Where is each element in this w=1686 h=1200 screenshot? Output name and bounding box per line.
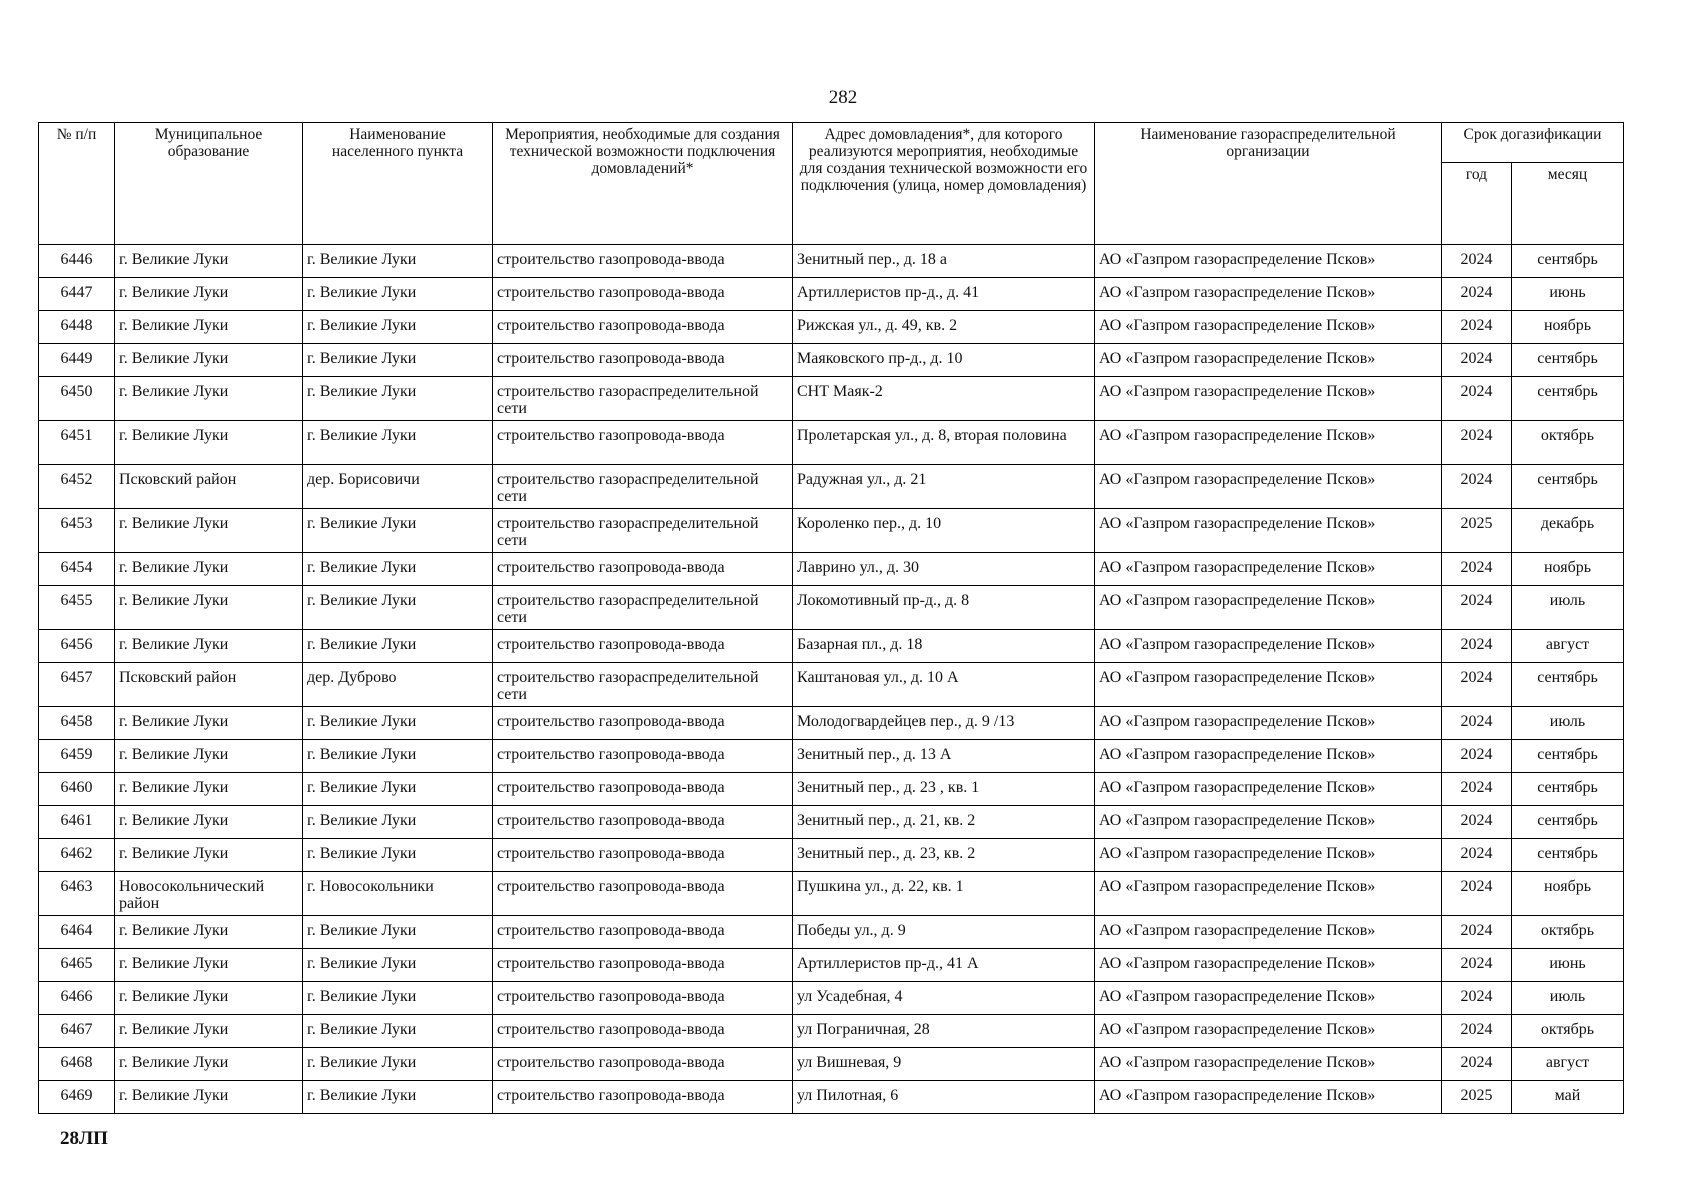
month-cell: октябрь: [1512, 421, 1624, 465]
table-row: [39, 278, 1624, 311]
table-row: [39, 982, 1624, 1015]
settlement-cell: г. Новосокольники: [303, 872, 493, 916]
org-cell: АО «Газпром газораспределение Псков»: [1095, 509, 1442, 553]
measure-cell: строительство газопровода-ввода: [493, 740, 793, 773]
settlement-cell: г. Великие Луки: [303, 1048, 493, 1081]
month-cell: сентябрь: [1512, 773, 1624, 806]
org-cell: АО «Газпром газораспределение Псков»: [1095, 245, 1442, 278]
table-row: [39, 1048, 1624, 1081]
year-cell: 2024: [1442, 773, 1512, 806]
municipality-cell: Новосокольнический район: [115, 872, 303, 916]
org-cell: АО «Газпром газораспределение Псков»: [1095, 982, 1442, 1015]
table-row: [39, 872, 1624, 916]
address-cell: Зенитный пер., д. 23 , кв. 1: [793, 773, 1095, 806]
year-cell: 2024: [1442, 630, 1512, 663]
month-cell: ноябрь: [1512, 553, 1624, 586]
row-number: 6465: [39, 949, 115, 982]
row-number: 6467: [39, 1015, 115, 1048]
table-row: [39, 1081, 1624, 1114]
header-org: Наименование газораспределительной организации: [1095, 123, 1442, 245]
settlement-cell: г. Великие Луки: [303, 421, 493, 465]
settlement-cell: г. Великие Луки: [303, 245, 493, 278]
year-cell: 2024: [1442, 1015, 1512, 1048]
table-row: [39, 245, 1624, 278]
month-cell: июнь: [1512, 949, 1624, 982]
row-number: 6460: [39, 773, 115, 806]
table-row: [39, 663, 1624, 707]
row-number: 6455: [39, 586, 115, 630]
table-row: [39, 344, 1624, 377]
header-year: год: [1442, 163, 1512, 245]
municipality-cell: г. Великие Луки: [115, 740, 303, 773]
municipality-cell: г. Великие Луки: [115, 344, 303, 377]
municipality-cell: г. Великие Луки: [115, 630, 303, 663]
org-cell: АО «Газпром газораспределение Псков»: [1095, 344, 1442, 377]
table-row: [39, 740, 1624, 773]
settlement-cell: г. Великие Луки: [303, 509, 493, 553]
settlement-cell: г. Великие Луки: [303, 839, 493, 872]
measure-cell: строительство газопровода-ввода: [493, 839, 793, 872]
org-cell: АО «Газпром газораспределение Псков»: [1095, 949, 1442, 982]
settlement-cell: г. Великие Луки: [303, 806, 493, 839]
row-number: 6464: [39, 916, 115, 949]
row-number: 6454: [39, 553, 115, 586]
address-cell: Победы ул., д. 9: [793, 916, 1095, 949]
municipality-cell: г. Великие Луки: [115, 806, 303, 839]
row-number: 6462: [39, 839, 115, 872]
month-cell: сентябрь: [1512, 465, 1624, 509]
measure-cell: строительство газопровода-ввода: [493, 344, 793, 377]
table-row: [39, 773, 1624, 806]
year-cell: 2024: [1442, 916, 1512, 949]
org-cell: АО «Газпром газораспределение Псков»: [1095, 278, 1442, 311]
header-term: Срок догазификации: [1442, 123, 1624, 163]
municipality-cell: г. Великие Луки: [115, 509, 303, 553]
settlement-cell: г. Великие Луки: [303, 344, 493, 377]
row-number: 6469: [39, 1081, 115, 1114]
year-cell: 2024: [1442, 949, 1512, 982]
org-cell: АО «Газпром газораспределение Псков»: [1095, 1081, 1442, 1114]
address-cell: Артиллеристов пр-д., д. 41: [793, 278, 1095, 311]
year-cell: 2024: [1442, 421, 1512, 465]
header-municipality: Муниципальное образование: [115, 123, 303, 245]
address-cell: Пролетарская ул., д. 8, вторая половина: [793, 421, 1095, 465]
year-cell: 2024: [1442, 586, 1512, 630]
table-row: [39, 630, 1624, 663]
row-number: 6458: [39, 707, 115, 740]
measure-cell: строительство газопровода-ввода: [493, 278, 793, 311]
settlement-cell: г. Великие Луки: [303, 630, 493, 663]
address-cell: Пушкина ул., д. 22, кв. 1: [793, 872, 1095, 916]
header-num: № п/п: [39, 123, 115, 245]
year-cell: 2024: [1442, 839, 1512, 872]
year-cell: 2024: [1442, 707, 1512, 740]
address-cell: Зенитный пер., д. 13 А: [793, 740, 1095, 773]
municipality-cell: г. Великие Луки: [115, 421, 303, 465]
municipality-cell: г. Великие Луки: [115, 245, 303, 278]
table-row: [39, 465, 1624, 509]
table-row: [39, 586, 1624, 630]
month-cell: сентябрь: [1512, 344, 1624, 377]
municipality-cell: г. Великие Луки: [115, 1015, 303, 1048]
org-cell: АО «Газпром газораспределение Псков»: [1095, 872, 1442, 916]
row-number: 6453: [39, 509, 115, 553]
municipality-cell: г. Великие Луки: [115, 1081, 303, 1114]
year-cell: 2024: [1442, 1048, 1512, 1081]
org-cell: АО «Газпром газораспределение Псков»: [1095, 1015, 1442, 1048]
month-cell: июнь: [1512, 278, 1624, 311]
year-cell: 2024: [1442, 982, 1512, 1015]
year-cell: 2024: [1442, 465, 1512, 509]
settlement-cell: г. Великие Луки: [303, 707, 493, 740]
month-cell: ноябрь: [1512, 311, 1624, 344]
settlement-cell: г. Великие Луки: [303, 773, 493, 806]
settlement-cell: г. Великие Луки: [303, 311, 493, 344]
address-cell: ул Пограничная, 28: [793, 1015, 1095, 1048]
year-cell: 2024: [1442, 377, 1512, 421]
org-cell: АО «Газпром газораспределение Псков»: [1095, 740, 1442, 773]
org-cell: АО «Газпром газораспределение Псков»: [1095, 311, 1442, 344]
table-row: [39, 707, 1624, 740]
month-cell: август: [1512, 630, 1624, 663]
address-cell: Лаврино ул., д. 30: [793, 553, 1095, 586]
month-cell: август: [1512, 1048, 1624, 1081]
measure-cell: строительство газопровода-ввода: [493, 949, 793, 982]
measure-cell: строительство газопровода-ввода: [493, 553, 793, 586]
settlement-cell: г. Великие Луки: [303, 553, 493, 586]
address-cell: Каштановая ул., д. 10 А: [793, 663, 1095, 707]
org-cell: АО «Газпром газораспределение Псков»: [1095, 916, 1442, 949]
measure-cell: строительство газораспределительной сети: [493, 377, 793, 421]
table-row: [39, 509, 1624, 553]
measure-cell: строительство газораспределительной сети: [493, 663, 793, 707]
table-row: [39, 839, 1624, 872]
month-cell: июль: [1512, 982, 1624, 1015]
page-number: 282: [828, 87, 858, 108]
row-number: 6450: [39, 377, 115, 421]
year-cell: 2024: [1442, 278, 1512, 311]
address-cell: Радужная ул., д. 21: [793, 465, 1095, 509]
municipality-cell: г. Великие Луки: [115, 278, 303, 311]
measure-cell: строительство газопровода-ввода: [493, 773, 793, 806]
row-number: 6466: [39, 982, 115, 1015]
month-cell: сентябрь: [1512, 839, 1624, 872]
municipality-cell: г. Великие Луки: [115, 982, 303, 1015]
table-row: [39, 916, 1624, 949]
row-number: 6459: [39, 740, 115, 773]
org-cell: АО «Газпром газораспределение Псков»: [1095, 586, 1442, 630]
address-cell: ул Усадебная, 4: [793, 982, 1095, 1015]
month-cell: октябрь: [1512, 916, 1624, 949]
table-row: [39, 553, 1624, 586]
measure-cell: строительство газопровода-ввода: [493, 311, 793, 344]
settlement-cell: г. Великие Луки: [303, 982, 493, 1015]
address-cell: Зенитный пер., д. 18 а: [793, 245, 1095, 278]
row-number: 6449: [39, 344, 115, 377]
address-cell: Локомотивный пр-д., д. 8: [793, 586, 1095, 630]
address-cell: Базарная пл., д. 18: [793, 630, 1095, 663]
table-row: [39, 949, 1624, 982]
measure-cell: строительство газопровода-ввода: [493, 1081, 793, 1114]
org-cell: АО «Газпром газораспределение Псков»: [1095, 773, 1442, 806]
org-cell: АО «Газпром газораспределение Псков»: [1095, 553, 1442, 586]
year-cell: 2024: [1442, 806, 1512, 839]
measure-cell: строительство газопровода-ввода: [493, 421, 793, 465]
row-number: 6446: [39, 245, 115, 278]
measure-cell: строительство газораспределительной сети: [493, 586, 793, 630]
year-cell: 2024: [1442, 245, 1512, 278]
municipality-cell: г. Великие Луки: [115, 949, 303, 982]
month-cell: сентябрь: [1512, 377, 1624, 421]
row-number: 6448: [39, 311, 115, 344]
month-cell: июль: [1512, 586, 1624, 630]
year-cell: 2024: [1442, 344, 1512, 377]
org-cell: АО «Газпром газораспределение Псков»: [1095, 806, 1442, 839]
row-number: 6461: [39, 806, 115, 839]
org-cell: АО «Газпром газораспределение Псков»: [1095, 465, 1442, 509]
table-row: [39, 806, 1624, 839]
municipality-cell: г. Великие Луки: [115, 311, 303, 344]
measure-cell: строительство газопровода-ввода: [493, 806, 793, 839]
municipality-cell: г. Великие Луки: [115, 839, 303, 872]
measure-cell: строительство газопровода-ввода: [493, 1015, 793, 1048]
municipality-cell: г. Великие Луки: [115, 553, 303, 586]
municipality-cell: г. Великие Луки: [115, 1048, 303, 1081]
municipality-cell: г. Великие Луки: [115, 707, 303, 740]
settlement-cell: г. Великие Луки: [303, 1081, 493, 1114]
settlement-cell: г. Великие Луки: [303, 377, 493, 421]
gasification-table: [38, 122, 1624, 1114]
settlement-cell: дер. Борисовичи: [303, 465, 493, 509]
footer-code: 28ЛП: [60, 1128, 108, 1149]
month-cell: октябрь: [1512, 1015, 1624, 1048]
municipality-cell: Псковский район: [115, 465, 303, 509]
month-cell: сентябрь: [1512, 806, 1624, 839]
measure-cell: строительство газопровода-ввода: [493, 982, 793, 1015]
measure-cell: строительство газопровода-ввода: [493, 245, 793, 278]
org-cell: АО «Газпром газораспределение Псков»: [1095, 839, 1442, 872]
year-cell: 2024: [1442, 872, 1512, 916]
year-cell: 2025: [1442, 509, 1512, 553]
month-cell: июль: [1512, 707, 1624, 740]
year-cell: 2024: [1442, 311, 1512, 344]
measure-cell: строительство газопровода-ввода: [493, 872, 793, 916]
year-cell: 2024: [1442, 663, 1512, 707]
org-cell: АО «Газпром газораспределение Псков»: [1095, 377, 1442, 421]
measure-cell: строительство газопровода-ввода: [493, 707, 793, 740]
row-number: 6451: [39, 421, 115, 465]
header-settlement: Наименование населенного пункта: [303, 123, 493, 245]
row-number: 6468: [39, 1048, 115, 1081]
settlement-cell: г. Великие Луки: [303, 278, 493, 311]
month-cell: ноябрь: [1512, 872, 1624, 916]
measure-cell: строительство газопровода-ввода: [493, 630, 793, 663]
address-cell: Маяковского пр-д., д. 10: [793, 344, 1095, 377]
month-cell: сентябрь: [1512, 663, 1624, 707]
address-cell: Зенитный пер., д. 23, кв. 2: [793, 839, 1095, 872]
address-cell: Артиллеристов пр-д., 41 А: [793, 949, 1095, 982]
org-cell: АО «Газпром газораспределение Псков»: [1095, 421, 1442, 465]
measure-cell: строительство газопровода-ввода: [493, 1048, 793, 1081]
address-cell: Молодогвардейцев пер., д. 9 /13: [793, 707, 1095, 740]
settlement-cell: г. Великие Луки: [303, 1015, 493, 1048]
address-cell: Рижская ул., д. 49, кв. 2: [793, 311, 1095, 344]
table-body: [39, 245, 1624, 1114]
municipality-cell: г. Великие Луки: [115, 916, 303, 949]
municipality-cell: г. Великие Луки: [115, 377, 303, 421]
address-cell: СНТ Маяк-2: [793, 377, 1095, 421]
settlement-cell: дер. Дуброво: [303, 663, 493, 707]
settlement-cell: г. Великие Луки: [303, 916, 493, 949]
month-cell: декабрь: [1512, 509, 1624, 553]
address-cell: Зенитный пер., д. 21, кв. 2: [793, 806, 1095, 839]
settlement-cell: г. Великие Луки: [303, 949, 493, 982]
row-number: 6457: [39, 663, 115, 707]
table-row: [39, 377, 1624, 421]
month-cell: сентябрь: [1512, 740, 1624, 773]
org-cell: АО «Газпром газораспределение Псков»: [1095, 630, 1442, 663]
row-number: 6463: [39, 872, 115, 916]
settlement-cell: г. Великие Луки: [303, 740, 493, 773]
header-measures: Мероприятия, необходимые для создания технической возможности подключения домовладений*: [493, 123, 793, 245]
row-number: 6456: [39, 630, 115, 663]
org-cell: АО «Газпром газораспределение Псков»: [1095, 663, 1442, 707]
header-month: месяц: [1512, 163, 1624, 245]
month-cell: май: [1512, 1081, 1624, 1114]
measure-cell: строительство газопровода-ввода: [493, 916, 793, 949]
table-row: [39, 421, 1624, 465]
year-cell: 2024: [1442, 740, 1512, 773]
header-address: Адрес домовладения*, для которого реализуются мероприятия, необходимые для создания технической возможности его подключения (улица, номер домовладения): [793, 123, 1095, 245]
org-cell: АО «Газпром газораспределение Псков»: [1095, 707, 1442, 740]
municipality-cell: г. Великие Луки: [115, 586, 303, 630]
address-cell: ул Вишневая, 9: [793, 1048, 1095, 1081]
address-cell: Короленко пер., д. 10: [793, 509, 1095, 553]
settlement-cell: г. Великие Луки: [303, 586, 493, 630]
table-row: [39, 1015, 1624, 1048]
municipality-cell: Псковский район: [115, 663, 303, 707]
measure-cell: строительство газораспределительной сети: [493, 465, 793, 509]
year-cell: 2024: [1442, 553, 1512, 586]
table-row: [39, 311, 1624, 344]
row-number: 6447: [39, 278, 115, 311]
municipality-cell: г. Великие Луки: [115, 773, 303, 806]
month-cell: сентябрь: [1512, 245, 1624, 278]
row-number: 6452: [39, 465, 115, 509]
org-cell: АО «Газпром газораспределение Псков»: [1095, 1048, 1442, 1081]
year-cell: 2025: [1442, 1081, 1512, 1114]
measure-cell: строительство газораспределительной сети: [493, 509, 793, 553]
address-cell: ул Пилотная, 6: [793, 1081, 1095, 1114]
